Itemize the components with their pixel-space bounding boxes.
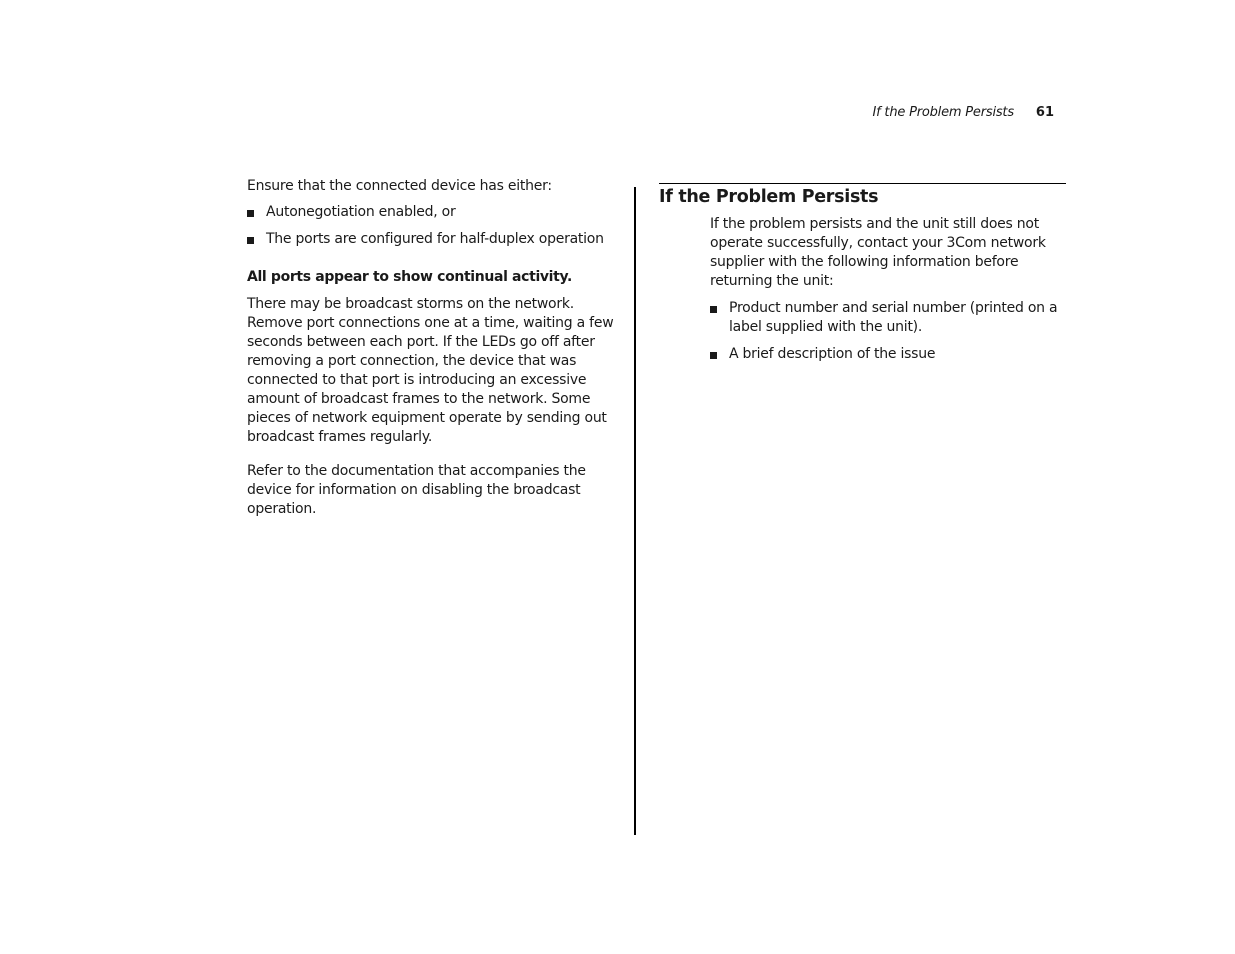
list-item-text: Product number and serial number (printed on a label supplied with the unit). [729,300,1058,335]
body-paragraph: If the problem persists and the unit still does not operate successfully, contact your 3Com network supplier with the following information before returning the unit: [710,216,1046,289]
section-heading: If the Problem Persists [659,187,879,207]
list-item-text: Autonegotiation enabled, or [266,204,456,220]
body-paragraph: There may be broadcast storms on the network. Remove port connections one at a time, waiting a few seconds between each port. If the LEDs go off after removing a port connection, the device that was connected to that port is introducing an excessive amount of broadcast frames to the network. Some pieces of network equipment operate by sending out broadcast frames regularly. [247,296,614,445]
list-item [247,230,617,249]
square-bullet-icon [247,210,254,217]
info-list [710,299,1060,364]
running-title: If the Problem Persists [872,105,1014,120]
square-bullet-icon [247,237,254,244]
list-item-text: The ports are configured for half-duplex operation [266,231,604,247]
list-item-text: A brief description of the issue [729,346,936,362]
body-paragraph: Refer to the documentation that accompanies the device for information on disabling the broadcast operation. [247,463,586,517]
subheading: All ports appear to show continual activity. [247,269,572,285]
section-rule [659,183,1066,184]
list-item [247,203,617,222]
left-column [247,177,617,519]
list-item [710,299,1060,337]
intro-text: Ensure that the connected device has either: [247,178,552,194]
page-number: 61 [1035,105,1054,120]
running-header [820,105,1054,120]
square-bullet-icon [710,306,717,313]
column-divider [634,187,636,835]
square-bullet-icon [710,352,717,359]
requirements-list [247,203,617,249]
right-column [710,215,1060,372]
list-item [710,345,1060,364]
